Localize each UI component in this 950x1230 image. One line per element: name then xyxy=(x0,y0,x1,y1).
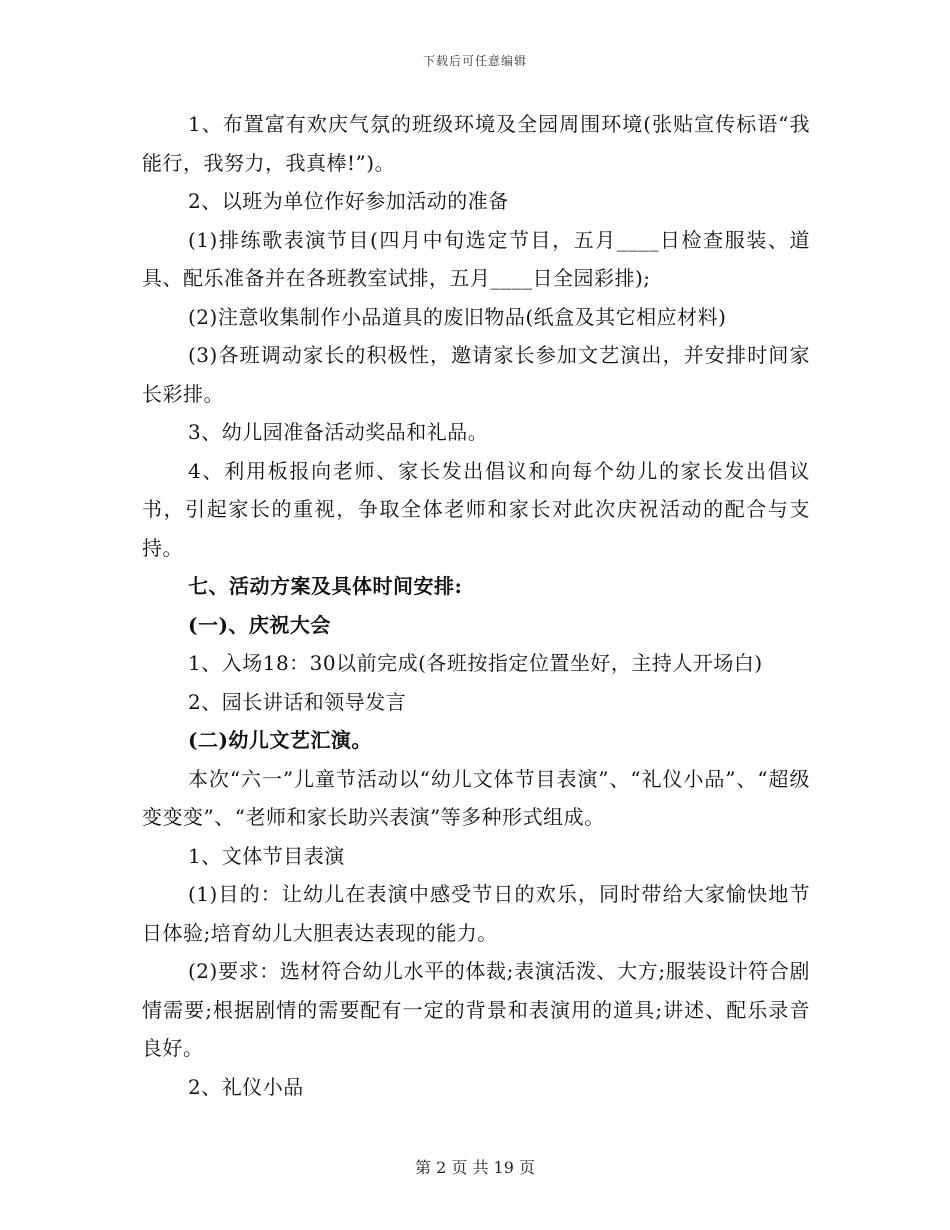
page-footer: 第 2 页 共 19 页 xyxy=(415,1158,535,1177)
section-heading: 七、活动方案及具体时间安排: xyxy=(188,574,463,598)
paragraph: 2、礼仪小品 xyxy=(188,1074,304,1099)
paragraph: 2、园长讲话和领导发言 xyxy=(188,689,407,714)
paragraph: 2、以班为单位作好参加活动的准备 xyxy=(188,189,509,213)
subsection-heading: (一)、庆祝大会 xyxy=(188,612,331,637)
paragraph: 3、幼儿园准备活动奖品和礼品。 xyxy=(188,420,489,444)
subsection-heading: (二)幼儿文艺汇演。 xyxy=(188,728,372,752)
paragraph: (1)目的：让幼儿在表演中感受节日的欢乐，同时带给大家愉快地节日体验;培育幼儿大胆表达表现的能力。 xyxy=(142,882,810,945)
document-body xyxy=(142,105,810,1106)
paragraph: 1、布置富有欢庆气氛的班级环境及全园周围环境(张贴宣传标语“我能行，我努力，我真棒!”)。 xyxy=(142,112,810,175)
page-header: 下载后可任意编辑 xyxy=(422,54,527,68)
paragraph: (3)各班调动家长的积极性，邀请家长参加文艺演出，并安排时间家长彩排。 xyxy=(142,343,810,406)
paragraph: 1、入场18：30以前完成(各班按指定位置坐好，主持人开场白) xyxy=(188,651,763,675)
paragraph: 本次“六一”儿童节活动以“幼儿文体节目表演”、“礼仪小品”、“超级变变变”、“老师和家长助兴表演”等多种形式组成。 xyxy=(142,766,810,829)
paragraph: (2)要求：选材符合幼儿水平的体裁;表演活泼、大方;服装设计符合剧情需要;根据剧情的需要配有一定的背景和表演用的道具;讲述、配乐录音良好。 xyxy=(142,959,810,1060)
paragraph: 1、文体节目表演 xyxy=(188,843,345,868)
paragraph: (1)排练歌表演节目(四月中旬选定节目，五月____日检查服装、道具、配乐准备并在各班教室试排，五月____日全园彩排); xyxy=(142,227,810,290)
paragraph: 4、利用板报向老师、家长发出倡议和向每个幼儿的家长发出倡议书，引起家长的重视，争取全体老师和家长对此次庆祝活动的配合与支持。 xyxy=(142,458,810,560)
paragraph: (2)注意收集制作小品道具的废旧物品(纸盒及其它相应材料) xyxy=(188,304,727,329)
